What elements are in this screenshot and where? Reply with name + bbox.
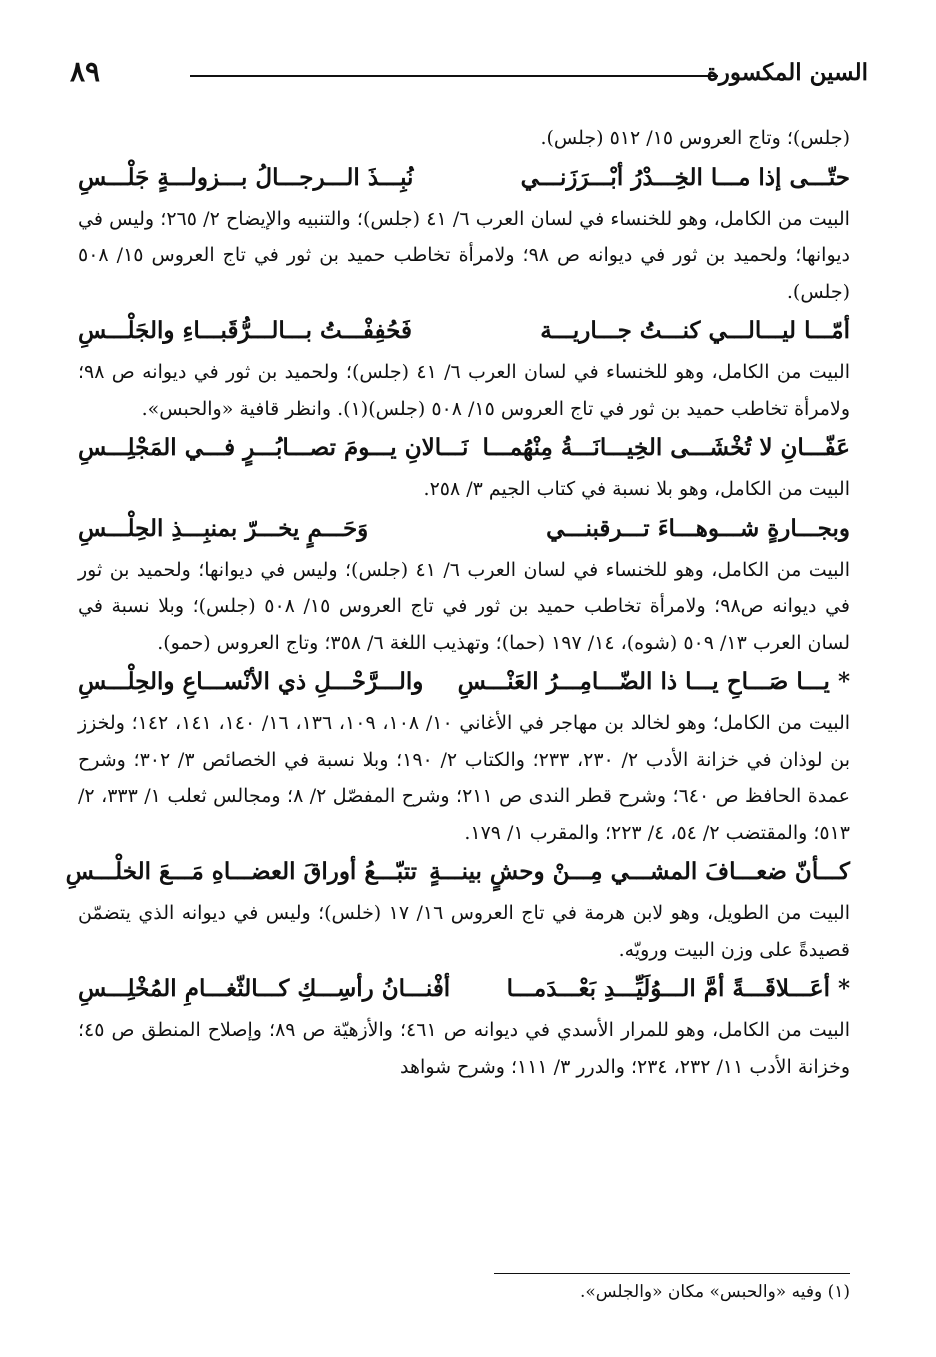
verse-first-hemistich: كـــأنّ ضعـــافَ المشـــي مِـــنْ وحشٍ بينـــةٍ [429,858,850,885]
commentary-paragraph: البيت من الكامل؛ وهو لخالد بن مهاجر في الأغاني ١٠/ ١٠٨، ١٠٩، ١٣٦، ١٦/ ١٤٠، ١٤١، ١٤٢؛ ولخزز بن لوذان في خزانة الأدب ٢/ ٢٣٠، ٢٣٣؛ والكتاب ٢/ ١٩٠؛ وبلا نسبة في الخصائص ٣/ ٣٠٢؛ وشرح عمدة الحافظ ص ٦٤٠؛ وشرح قطر الندى ص ٢١١؛ وشرح المفصّل ٢/ ٨؛ ومجالس ثعلب ١/ ٣٣٣، ٢/ ٥١٣؛ والمقتضب ٢/ ٥٤، ٤/ ٢٢٣؛ والمقرب ١/ ١٧٩. [78,712,851,844]
verse-line [78,427,850,469]
verse-line [78,157,850,199]
verse-line [78,968,850,1010]
commentary-paragraph: البيت من الطويل، وهو لابن هرمة في تاج العروس ١٦/ ١٧ (خلس)؛ وليس في ديوانه الذي يتضمّن قصيدةً على وزن البيت ورويّه. [78,902,850,961]
verse-first-hemistich: حتّـــى إذا مـــا الخِـــدْرُ أبْـــرَزَنـــي [520,163,850,191]
verse-second-hemistich: تتبّـــعُ أوراقَ العضـــاهِ مَـــعَ الخلْـــسِ [65,858,418,885]
commentary-paragraph: البيت من الكامل، وهو بلا نسبة في كتاب الجيم ٣/ ٢٥٨. [423,478,850,500]
verse-second-hemistich: أفْنـــانُ رأسِـــكِ كـــالثّغـــامِ المُخْلِـــسِ [78,975,451,1002]
page-number: ٨٩ [70,55,101,88]
running-title: السين المكسورة [706,59,868,86]
verse-second-hemistich: والـــرَّحْـــلِ ذي الأنْســـاعِ والحِلْـــسِ [78,668,424,695]
verse-line [65,851,850,893]
verse-line [78,310,850,352]
commentary-paragraph: البيت من الكامل، وهو للخنساء في لسان العرب ٦/ ٤١ (جلس)؛ والتنبيه والإيضاح ٢/ ٢٦٥؛ وليس في ديوانها؛ ولحميد بن ثور في ديوانه ص ٩٨؛ ولامرأة تخاطب حميد بن ثور في تاج العروس ١٥/ ٥٠٨ (جلس). [78,207,851,303]
commentary-paragraph: البيت من الكامل، وهو للخنساء في لسان العرب ٦/ ٤١ (جلس)؛ وليس في ديوانها؛ ولحميد بن ثور في ديوانه ص٩٨؛ ولامرأة تخاطب حميد بن ثور في تاج العروس ١٥/ ٥٠٨ (جلس)؛ وبلا نسبة في لسان العرب ١٣/ ٥٠٩ (شوه)، ١٤/ ١٩٧ (حما)؛ وتهذيب اللغة ٦/ ٣٥٨؛ وتاج العروس (حمو). [78,558,850,654]
verse-first-hemistich: وبجـــارةٍ شـــوهـــاءَ تـــرقبنـــي [546,514,850,542]
verse-second-hemistich: فَحُفِفْـــتُ بـــالـــرُّقَبـــاءِ والجَلْـــسِ [78,317,412,344]
verse-first-hemistich: عَفّـــانِ لا تُخْشَـــى الخِيـــانَـــةُ مِنْهُمـــا [482,434,850,461]
verse-line [78,508,850,550]
verse-first-hemistich: * أعَـــلاقَـــةً أمَّ الـــوُلَيِّـــدِ بَعْـــدَمـــا [506,975,850,1002]
page-header [70,55,868,95]
commentary-paragraph: البيت من الكامل، وهو للمرار الأسدي في ديوانه ص ٤٦١؛ والأزهيّة ص ٨٩؛ وإصلاح المنطق ص ٤٥؛ وخزانة الأدب ١١/ ٢٣٢، ٢٣٤؛ والدرر ٣/ ١١١؛ وشرح شواهد [78,1019,850,1078]
footnote-rule [494,1273,850,1274]
verse-first-hemistich: أمّـــا ليـــالـــي كنـــتُ جـــاريـــة [540,317,850,344]
footnote: (١) وفيه «والحبس» مكان «والجلس». [579,1282,850,1302]
verse-second-hemistich: نَـــالانِ يـــومَ تصـــابُـــرٍ فـــي المَجْلِـــسِ [78,434,469,461]
commentary-paragraph: (جلس)؛ وتاج العروس ١٥/ ٥١٢ (جلس). [540,127,850,149]
verse-line [78,661,850,703]
page-body [65,120,851,1085]
verse-second-hemistich: نُبِـــذَ الـــرجـــالُ بـــزولـــةٍ جَلْـــسِ [78,163,414,191]
commentary-paragraph: البيت من الكامل، وهو للخنساء في لسان العرب ٦/ ٤١ (جلس)؛ ولحميد بن ثور في ديوانه ص ٩٨؛ ولامرأة تخاطب حميد بن ثور في تاج العروس ١٥/ ٥٠٨ (جلس)(١). وانظر قافية «والحبس». [78,361,850,420]
header-rule [190,75,718,77]
verse-first-hemistich: * يـــا صَـــاحِ يـــا ذا الضّـــامِـــرُ العَنْـــسِ [457,668,850,695]
verse-second-hemistich: وَحَـــمٍ يخـــرّ بمنبِـــذِ الحِلْـــسِ [78,514,369,542]
